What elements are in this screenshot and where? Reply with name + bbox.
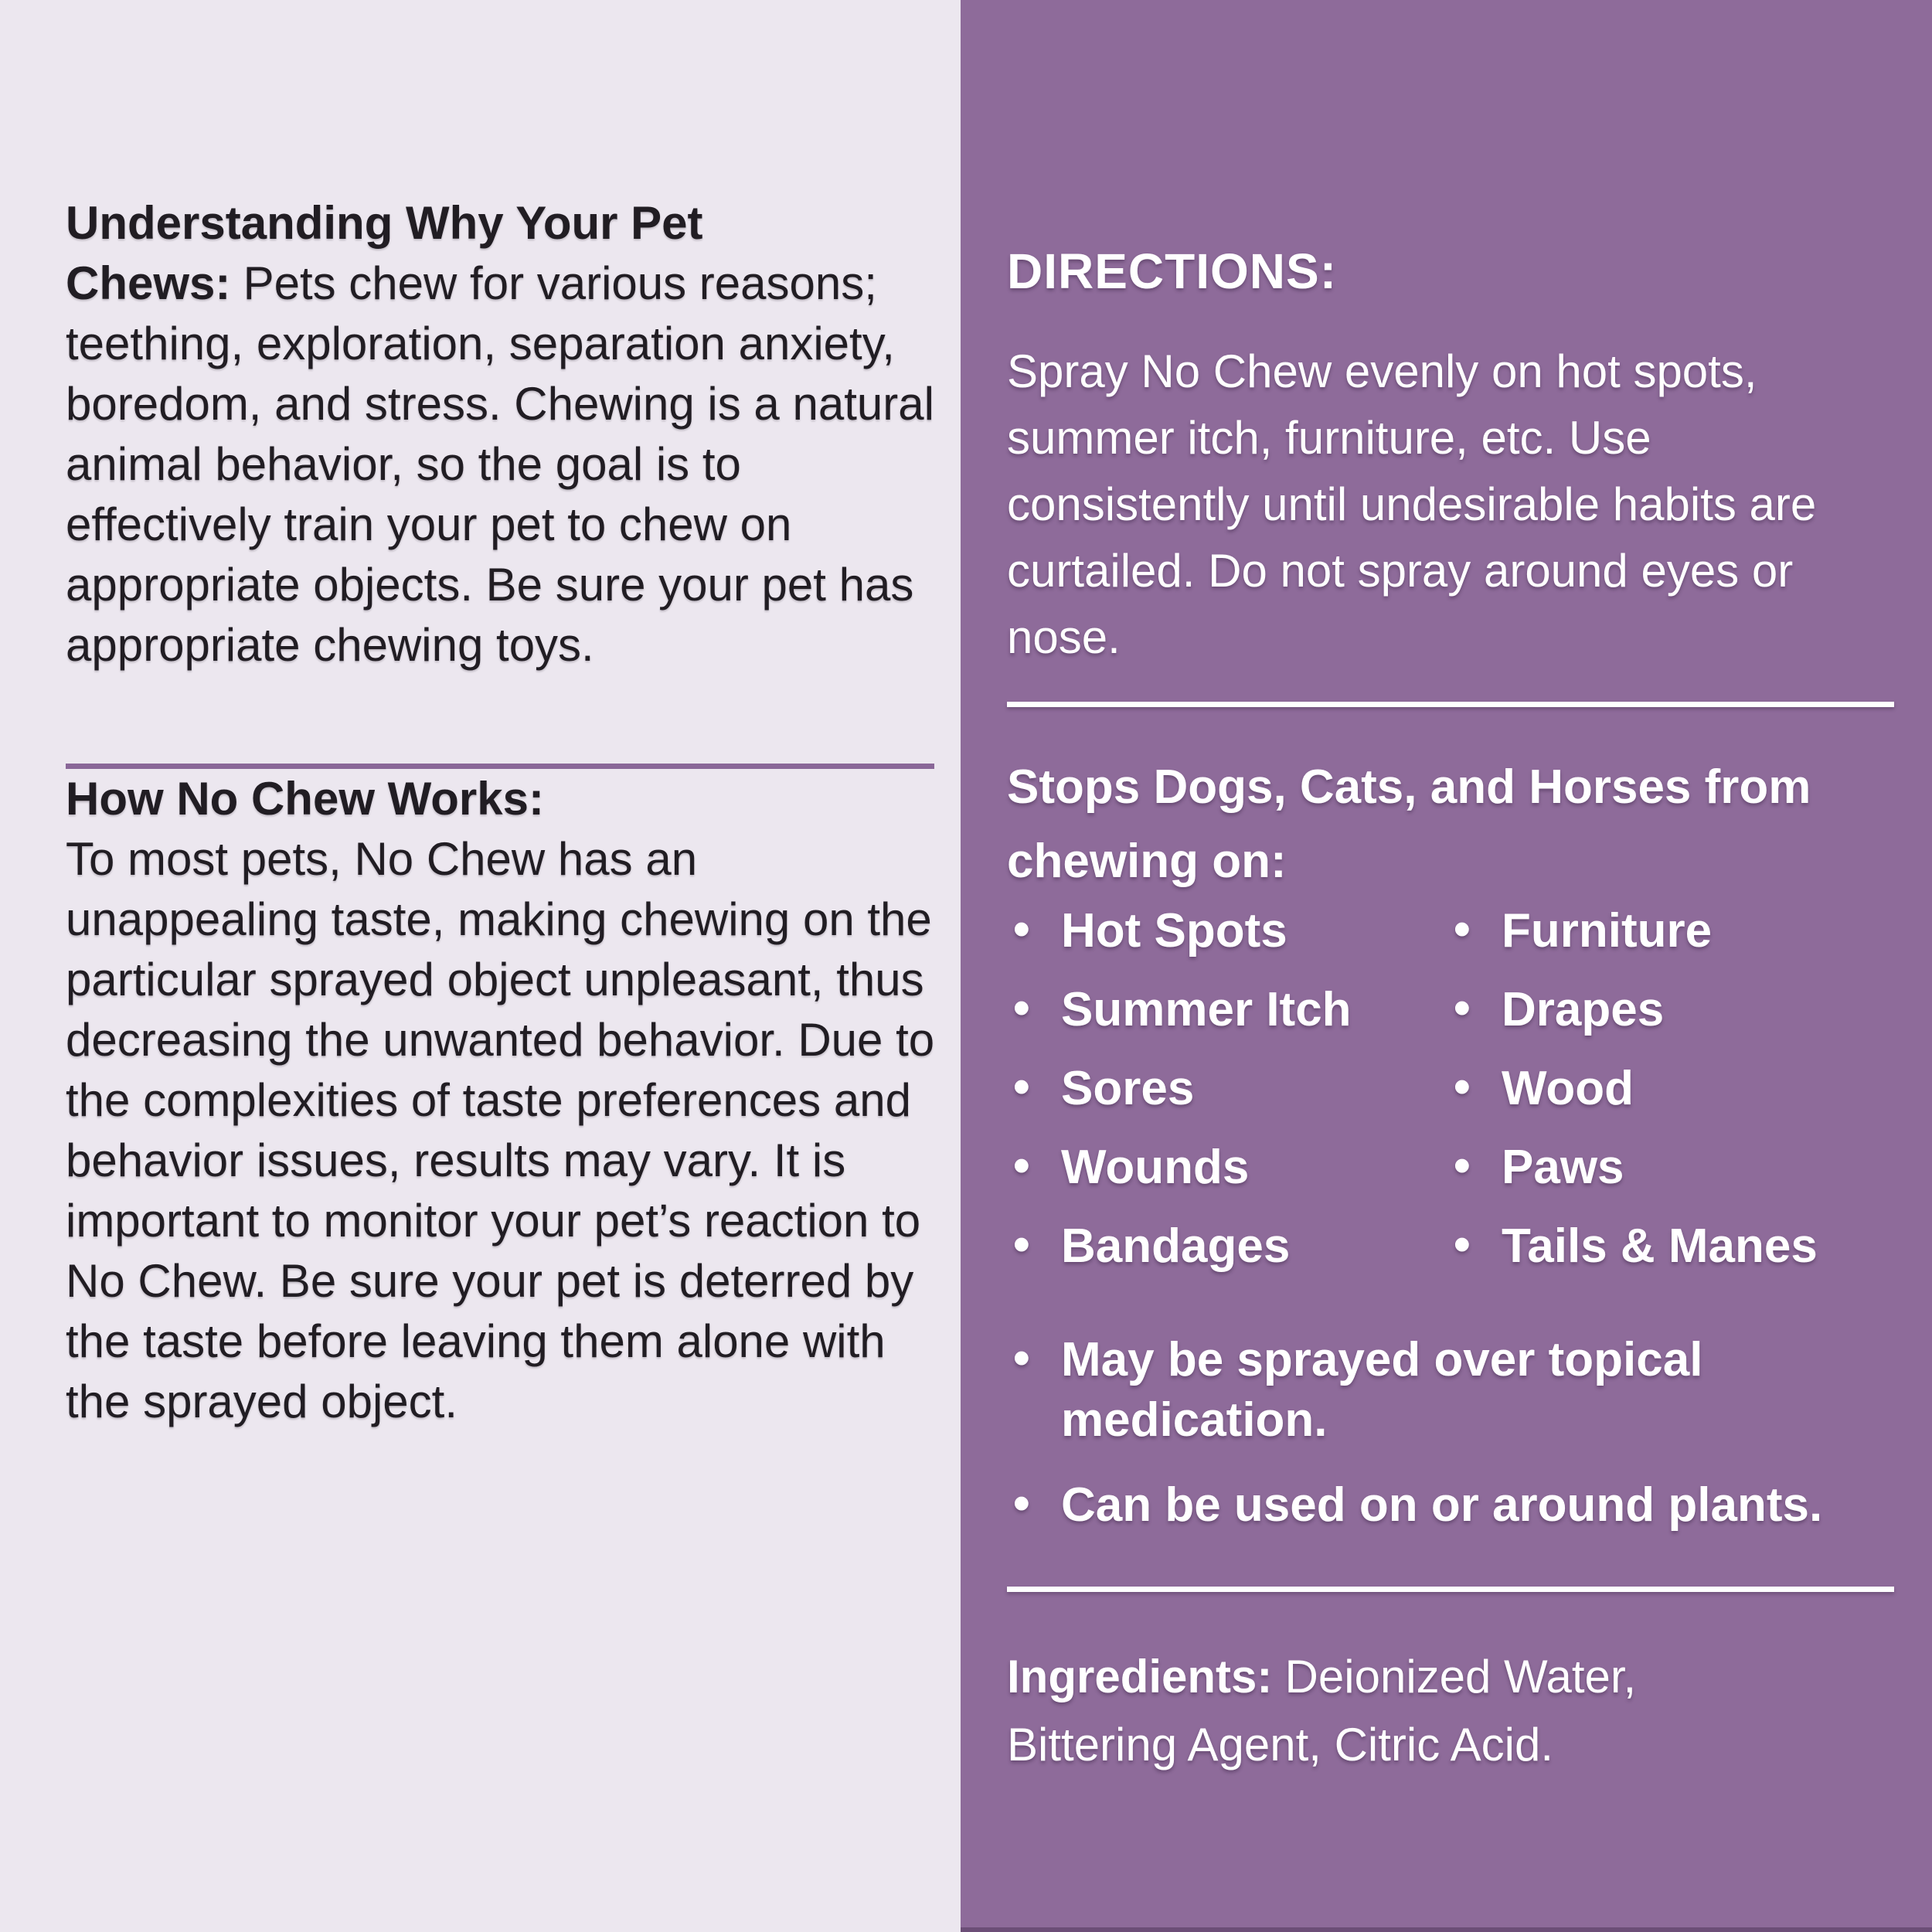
directions-body: Spray No Chew evenly on hot spots, summer itch, furniture, etc. Use consistently until undesirable habits are curtailed. Do not spray around eyes or nose. xyxy=(1007,345,1817,663)
ingredients-paragraph xyxy=(1007,1643,1787,1779)
bullet-item: • Sores xyxy=(1007,1063,1447,1115)
bullet-item: • May be sprayed over topical medication. xyxy=(1007,1330,1919,1451)
right-divider-bottom xyxy=(1007,1587,1894,1592)
why-pet-chews-heading: Understanding Why Your Pet Chews: xyxy=(66,197,703,309)
bullet-item: • Wood xyxy=(1447,1063,1921,1115)
directions-heading: DIRECTIONS: xyxy=(1007,243,1337,299)
stops-list-column-1 xyxy=(1007,905,1447,1299)
bullet-item: • Hot Spots xyxy=(1007,905,1447,957)
bullet-item: • Tails & Manes xyxy=(1447,1220,1921,1273)
how-no-chew-works-paragraph xyxy=(66,769,943,1432)
bullet-item: • Summer Itch xyxy=(1007,984,1447,1036)
bullet-item: • Can be used on or around plants. xyxy=(1007,1475,1919,1536)
bullet-item: • Paws xyxy=(1447,1141,1921,1194)
why-pet-chews-body: Pets chew for various reasons; teething, exploration, separation anxiety, boredom, and stress. Chewing is a natural animal behavior, so the goal is to effectively train your pet to chew on appropriate objects. Be sure your pet has appropriate chewing toys. xyxy=(66,257,934,671)
right-divider-top xyxy=(1007,702,1894,707)
panel-bottom-edge xyxy=(961,1927,1932,1932)
stops-chewing-heading: Stops Dogs, Cats, and Horses from chewing on: xyxy=(1007,760,1811,888)
right-directions-panel xyxy=(961,0,1932,1932)
bullet-item: • Bandages xyxy=(1007,1220,1447,1273)
usage-notes-list xyxy=(1007,1330,1921,1536)
stops-chewing-list xyxy=(1007,905,1921,1299)
left-info-panel xyxy=(0,0,961,1932)
why-pet-chews-paragraph xyxy=(66,193,943,675)
how-no-chew-works-heading: How No Chew Works: xyxy=(66,773,544,825)
bullet-item: • Drapes xyxy=(1447,984,1921,1036)
ingredients-body: Deionized Water, Bittering Agent, Citric Acid. xyxy=(1007,1651,1637,1770)
stops-list-column-2 xyxy=(1447,905,1921,1299)
bullet-item: • Wounds xyxy=(1007,1141,1447,1194)
left-section-divider xyxy=(66,764,934,769)
bullet-item: • Furniture xyxy=(1447,905,1921,957)
ingredients-label: Ingredients: xyxy=(1007,1651,1273,1702)
how-no-chew-works-body: To most pets, No Chew has an unappealing taste, making chewing on the particular sprayed object unpleasant, thus decreasing the unwanted behavior. Due to the complexities of taste preferences and behavior issues, results may vary. It is important to monitor your pet’s reaction to No Chew. Be sure your pet is deterred by the taste before leaving them alone with the sprayed object. xyxy=(66,833,935,1427)
